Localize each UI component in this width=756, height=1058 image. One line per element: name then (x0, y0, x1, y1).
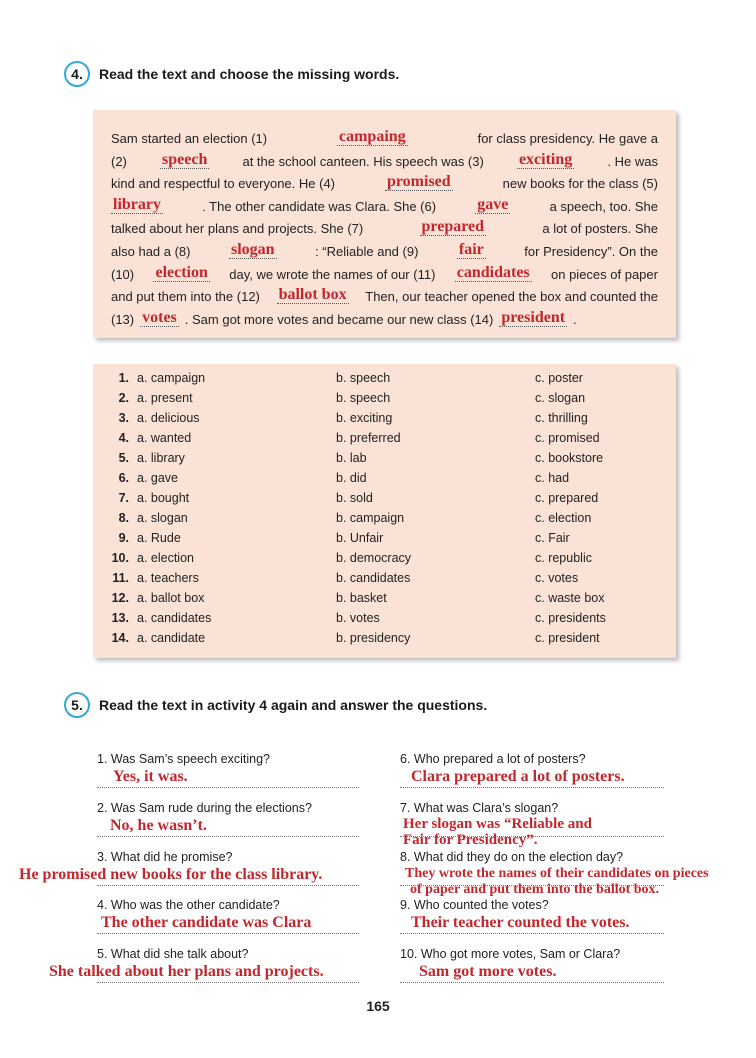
option-row (93, 569, 676, 589)
activity-4-number-badge (64, 61, 90, 87)
passage-line (111, 192, 658, 214)
option-b: b. campaign (336, 511, 405, 525)
handwritten-answer: Sam got more votes. (419, 963, 557, 980)
filled-answer: prepared (421, 218, 485, 235)
option-b: b. speech (336, 391, 391, 405)
question-text: 10. Who got more votes, Sam or Clara? (400, 947, 621, 961)
passage-text: also had a (8) (111, 244, 191, 259)
answer-line (97, 982, 359, 983)
option-c: c. presidents (535, 611, 606, 625)
option-a: a. teachers (137, 571, 199, 585)
passage-text: for Presidency”. On the (524, 244, 658, 259)
option-c: c. bookstore (535, 451, 604, 465)
page-number: 165 (366, 998, 390, 1014)
option-b: b. preferred (336, 431, 401, 445)
option-c: c. had (535, 471, 570, 485)
passage-text: (10) (111, 267, 135, 282)
filled-answer: ballot box (278, 286, 347, 303)
option-number: 5. (118, 451, 129, 465)
option-row (93, 489, 676, 509)
option-row (93, 629, 676, 649)
option-a: a. bought (137, 491, 190, 505)
handwritten-answer: Their teacher counted the votes. (411, 914, 630, 931)
question-text: 5. What did she talk about? (97, 947, 249, 961)
question-text: 6. Who prepared a lot of posters? (400, 752, 586, 766)
option-c: c. thrilling (535, 411, 588, 425)
question-text: 4. Who was the other candidate? (97, 898, 280, 912)
option-number: 9. (118, 531, 129, 545)
option-number: 11. (112, 571, 129, 585)
passage-line (111, 237, 658, 259)
option-a: a. ballot box (137, 591, 205, 605)
option-number: 10. (111, 551, 129, 565)
option-number: 2. (118, 391, 129, 405)
option-c: c. votes (535, 571, 579, 585)
option-row (93, 509, 676, 529)
activity-5-number: 5. (71, 697, 83, 713)
filled-answer: votes (142, 309, 177, 326)
handwritten-answer: Clara prepared a lot of posters. (411, 768, 625, 785)
option-c: c. promised (535, 431, 600, 445)
passage-text: at the school canteen. His speech was (3) (242, 154, 484, 169)
answer-line (400, 933, 664, 934)
option-a: a. gave (137, 471, 179, 485)
question-text: 2. Was Sam rude during the elections? (97, 801, 312, 815)
activity-5-title: Read the text in activity 4 again and answer the questions. (99, 697, 488, 713)
option-b: b. Unfair (336, 531, 384, 545)
handwritten-answer: Fair for Presidency”. (403, 832, 538, 848)
handwritten-answer: They wrote the names of their candidates on pieces (405, 866, 709, 881)
option-b: b. basket (336, 591, 387, 605)
passage-line (111, 147, 658, 169)
passage-text: Sam started an election (1) (111, 131, 268, 146)
filled-answer: candidates (456, 264, 530, 281)
option-c: c. slogan (535, 391, 586, 405)
passage-text: Then, our teacher opened the box and counted the (365, 289, 658, 304)
filled-answer: library (113, 196, 161, 213)
option-b: b. democracy (336, 551, 412, 565)
option-row (93, 529, 676, 549)
filled-answer: campaing (339, 128, 406, 145)
option-number: 8. (118, 511, 129, 525)
passage-line (111, 214, 658, 236)
answer-line (97, 836, 359, 837)
filled-answer: election (155, 264, 208, 281)
passage-text: . The other candidate was Clara. She (6) (202, 199, 437, 214)
option-c: c. prepared (535, 491, 599, 505)
passage-text: : “Reliable and (9) (315, 244, 419, 259)
passage-text: a lot of posters. She (542, 221, 658, 236)
option-b: b. votes (336, 611, 380, 625)
option-row (93, 549, 676, 569)
option-a: a. slogan (137, 511, 188, 525)
passage-text: a speech, too. She (549, 199, 658, 214)
option-number: 13. (111, 611, 129, 625)
option-c: c. republic (535, 551, 592, 565)
option-a: a. candidates (137, 611, 212, 625)
option-b: b. lab (336, 451, 367, 465)
passage-text: for class presidency. He gave a (477, 131, 658, 146)
option-b: b. sold (336, 491, 373, 505)
question-text: 8. What did they do on the election day? (400, 850, 624, 864)
option-row (93, 409, 676, 429)
filled-answer: promised (386, 173, 451, 190)
question-text: 1. Was Sam’s speech exciting? (97, 752, 270, 766)
option-row (93, 449, 676, 469)
passage-text: . Sam got more votes and became our new class (14) (184, 312, 494, 327)
option-b: b. presidency (336, 631, 411, 645)
passage-text: kind and respectful to everyone. He (4) (111, 176, 336, 191)
option-row (93, 429, 676, 449)
answer-line (400, 787, 664, 788)
option-a: a. library (137, 451, 185, 465)
question-text: 7. What was Clara’s slogan? (400, 801, 559, 815)
option-c: c. election (535, 511, 592, 525)
filled-answer: president (501, 309, 566, 326)
activity-5-number-badge (64, 692, 90, 718)
option-number: 6. (118, 471, 129, 485)
option-a: a. candidate (137, 631, 206, 645)
passage-text: on pieces of paper (551, 267, 658, 282)
answer-line (97, 885, 359, 886)
options-panel (93, 364, 676, 658)
option-c: c. poster (535, 371, 583, 385)
handwritten-answer: No, he wasn’t. (110, 817, 207, 834)
option-c: c. waste box (535, 591, 605, 605)
option-a: a. Rude (137, 531, 181, 545)
filled-answer: fair (458, 241, 484, 258)
passage-text: . (573, 312, 577, 327)
filled-answer: speech (162, 151, 208, 168)
passage-text: day, we wrote the names of our (11) (229, 267, 436, 282)
option-number: 4. (118, 431, 129, 445)
activity-4-title: Read the text and choose the missing words. (99, 66, 400, 82)
option-a: a. wanted (137, 431, 192, 445)
filled-answer: exciting (518, 151, 573, 168)
passage-line (111, 260, 658, 282)
option-c: c. president (535, 631, 600, 645)
passage-line (111, 169, 658, 191)
handwritten-answer: Her slogan was “Reliable and (403, 816, 592, 832)
option-row (93, 609, 676, 629)
handwritten-answer: The other candidate was Clara (101, 914, 312, 931)
option-a: a. campaign (137, 371, 206, 385)
option-a: a. delicious (137, 411, 200, 425)
option-b: b. speech (336, 371, 391, 385)
option-number: 12. (111, 591, 129, 605)
filled-answer: slogan (231, 241, 275, 258)
passage-panel (93, 110, 676, 338)
passage-text: talked about her plans and projects. She (7) (111, 221, 364, 236)
passage-line (111, 305, 658, 327)
option-row (93, 369, 676, 389)
passage-line (111, 282, 658, 304)
handwritten-answer: of paper and put them into the ballot box. (410, 882, 660, 897)
activity-4-number: 4. (71, 66, 83, 82)
handwritten-answer: She talked about her plans and projects. (49, 963, 324, 980)
option-a: a. election (137, 551, 194, 565)
handwritten-answer: He promised new books for the class library. (19, 866, 323, 883)
passage-text: and put them into the (12) (111, 289, 260, 304)
option-row (93, 589, 676, 609)
passage-text: (13) (111, 312, 135, 327)
option-number: 7. (118, 491, 129, 505)
option-number: 14. (111, 631, 129, 645)
option-row (93, 469, 676, 489)
option-c: c. Fair (535, 531, 570, 545)
passage-text: new books for the class (5) (502, 176, 658, 191)
passage-text: (2) (111, 154, 127, 169)
answer-line (400, 982, 664, 983)
option-a: a. present (137, 391, 193, 405)
answer-line (97, 787, 359, 788)
handwritten-answer: Yes, it was. (113, 768, 188, 785)
option-b: b. candidates (336, 571, 411, 585)
option-number: 3. (118, 411, 129, 425)
option-b: b. exciting (336, 411, 393, 425)
option-b: b. did (336, 471, 367, 485)
option-row (93, 389, 676, 409)
question-text: 9. Who counted the votes? (400, 898, 549, 912)
passage-text: . He was (607, 154, 658, 169)
question-text: 3. What did he promise? (97, 850, 233, 864)
option-number: 1. (118, 371, 129, 385)
filled-answer: gave (477, 196, 509, 213)
answer-line (97, 933, 359, 934)
passage-line (111, 124, 658, 146)
